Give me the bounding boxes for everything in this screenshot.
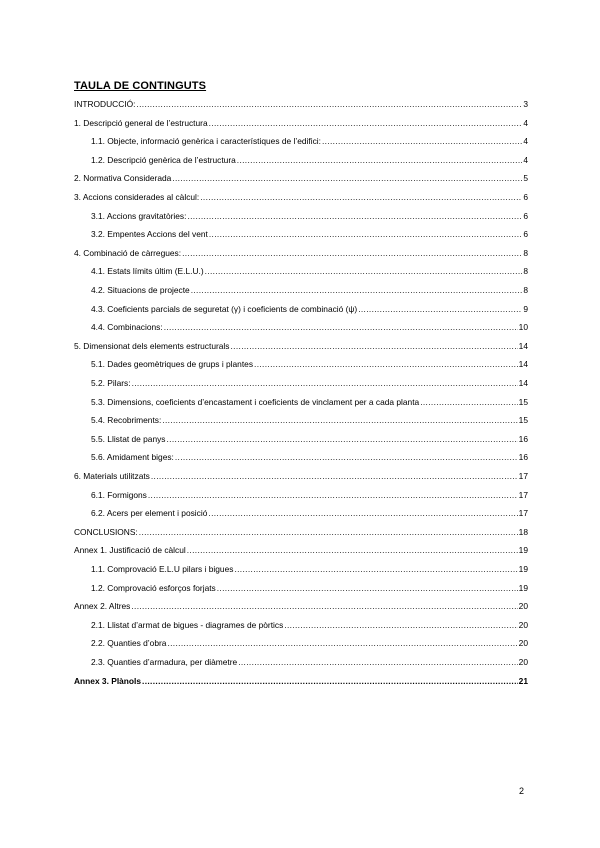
toc-entry-page: 14 <box>518 340 528 351</box>
toc-entry[interactable] <box>74 338 528 352</box>
toc-entry-page: 17 <box>518 489 528 500</box>
toc-entry-page: 19 <box>518 582 528 593</box>
toc-entry-page: 16 <box>518 452 528 463</box>
toc-entry-page: 20 <box>518 638 528 649</box>
toc-entry[interactable] <box>74 524 528 538</box>
toc-entry[interactable] <box>91 412 528 426</box>
toc-entry-text: 2.3. Quanties d’armadura, per diàmetre <box>91 657 238 667</box>
toc-dot-leader <box>191 285 523 296</box>
toc-entry[interactable] <box>91 449 528 463</box>
toc-dot-leader <box>209 229 522 240</box>
toc-dot-leader <box>172 173 522 184</box>
toc-dot-leader <box>208 508 517 519</box>
toc-entry-page: 6 <box>523 229 528 240</box>
toc-entry-page: 19 <box>518 564 528 574</box>
toc-entry[interactable] <box>91 226 528 240</box>
toc-entry-text: 4.1. Estats límits últim (E.L.U.) <box>91 266 204 277</box>
toc-entry-text: 4.4. Combinacions: <box>91 322 163 333</box>
toc-dot-leader <box>254 359 518 370</box>
toc-entry-text: 1.1. Comprovació E.L.U pilars i bigues <box>91 564 234 574</box>
toc-dot-leader <box>217 583 518 594</box>
toc-entry-page: 21 <box>518 675 528 686</box>
toc-entry-page: 8 <box>523 266 528 277</box>
toc-entry-text: 4.3. Coeficients parcials de seguretat (γ) i coeficients de combinació (ψ) <box>91 303 358 314</box>
toc-entry[interactable] <box>91 282 528 296</box>
toc-entry[interactable] <box>74 542 528 556</box>
toc-entry[interactable] <box>91 375 528 389</box>
toc-entry-page: 18 <box>518 526 528 537</box>
toc-entry-text: 5.2. Pilars: <box>91 378 131 388</box>
toc-entry-page: 4 <box>523 154 528 165</box>
toc-entry-page: 6 <box>523 210 528 221</box>
toc-entry-text: 4.2. Situacions de projecte <box>91 285 190 295</box>
toc-entry-page: 14 <box>518 378 528 388</box>
toc-entry[interactable] <box>91 208 528 222</box>
toc-dot-leader <box>205 266 523 277</box>
toc-dot-leader <box>420 397 517 408</box>
toc-entry-text: CONCLUSIONS: <box>74 526 138 537</box>
toc-entry[interactable] <box>74 245 528 259</box>
toc-dot-leader <box>230 341 517 352</box>
toc-entry-text: 5. Dimensionat dels elements estructurals <box>74 340 230 351</box>
toc-dot-leader <box>322 136 522 147</box>
toc-dot-leader <box>139 527 518 538</box>
toc-entry-text: Annex 1. Justificació de càlcul <box>74 545 186 556</box>
toc-entry-text: 6. Materials utilitzats <box>74 471 150 481</box>
toc-entry-text: Annex 3. Plànols <box>74 675 142 686</box>
toc-entry-text: 5.1. Dades geomètriques de grups i plantes <box>91 359 254 370</box>
toc-dot-leader <box>234 564 517 575</box>
toc-dot-leader <box>200 192 522 203</box>
toc-dot-leader <box>131 601 517 612</box>
toc-entry[interactable] <box>91 394 528 408</box>
toc-entry[interactable] <box>91 617 528 631</box>
toc-entry[interactable] <box>74 170 528 184</box>
toc-entry-page: 10 <box>518 322 528 333</box>
toc-title: TAULA DE CONTINGUTS <box>74 80 207 92</box>
toc-entry-page: 9 <box>523 303 528 314</box>
toc-entry-page: 5 <box>523 173 528 184</box>
toc-dot-leader <box>151 471 518 482</box>
toc-entry[interactable] <box>91 133 528 147</box>
toc-dot-leader <box>358 304 522 315</box>
toc-entry-text: 5.4. Recobriments: <box>91 415 162 426</box>
toc-entry-text: 3.1. Accions gravitatòries: <box>91 210 187 221</box>
toc-entry-text: 5.5. Llistat de panys <box>91 433 166 444</box>
toc-entry-text: 6.2. Acers per element i posició <box>91 508 208 519</box>
toc-dot-leader <box>136 99 522 110</box>
toc-entry-page: 4 <box>523 136 528 147</box>
toc-entry[interactable] <box>91 319 528 333</box>
toc-entry[interactable] <box>91 487 528 501</box>
toc-entry-page: 4 <box>523 117 528 128</box>
toc-entry[interactable] <box>91 356 528 370</box>
toc-entry-text: 2. Normativa Considerada <box>74 173 172 184</box>
toc-entry-text: 1.2. Comprovació esforços forjats <box>91 582 216 593</box>
toc-entry-page: 20 <box>518 601 528 612</box>
toc-dot-leader <box>187 211 522 222</box>
toc-entry-page: 14 <box>518 359 528 370</box>
toc-entry-page: 20 <box>518 619 528 630</box>
toc-entry-text: 4. Combinació de càrregues: <box>74 247 182 258</box>
toc-entry-text: 1. Descripció general de l’estructura <box>74 117 208 128</box>
toc-entry-text: Annex 2. Altres <box>74 601 131 612</box>
toc-entry-text: 2.2. Quanties d’obra <box>91 638 167 649</box>
toc-dot-leader <box>142 676 518 687</box>
toc-entry-page: 17 <box>518 471 528 481</box>
toc-entry-text: 2.1. Llistat d’armat de bigues - diagrames de pòrtics <box>91 619 284 630</box>
toc-entry[interactable] <box>74 115 528 129</box>
toc-dot-leader <box>284 620 517 631</box>
toc-dot-leader <box>182 248 522 259</box>
toc-entry[interactable] <box>91 431 528 445</box>
toc-dot-leader <box>162 415 517 426</box>
toc-entry[interactable] <box>74 598 528 612</box>
page-number: 2 <box>519 786 525 796</box>
toc-entry-page: 17 <box>518 508 528 519</box>
toc-dot-leader <box>167 434 518 445</box>
toc-dot-leader <box>148 490 518 501</box>
toc-entry[interactable] <box>91 301 528 315</box>
toc-entry-text: INTRODUCCIÓ: <box>74 99 136 109</box>
toc-entry[interactable] <box>74 189 528 203</box>
toc-dot-leader <box>187 545 518 556</box>
toc-dot-leader <box>238 657 517 668</box>
toc-entry-text: 6.1. Formigons <box>91 489 147 500</box>
toc-entry-page: 3 <box>523 99 528 109</box>
toc-dot-leader <box>164 322 518 333</box>
toc-entry-text: 3. Accions considerades al càlcul: <box>74 192 200 202</box>
toc-dot-leader <box>132 378 518 389</box>
toc-entry-page: 8 <box>523 285 528 295</box>
toc-entry-page: 15 <box>518 415 528 426</box>
toc-entry-page: 15 <box>518 396 528 407</box>
toc-entry[interactable] <box>91 635 528 649</box>
toc-entry[interactable] <box>91 152 528 166</box>
toc-entry[interactable] <box>91 263 528 277</box>
toc-entry-text: 5.3. Dimensions, coeficients d’encastament i coeficients de vinclament per a cada planta <box>91 396 420 407</box>
toc-entry[interactable] <box>74 468 528 482</box>
toc-entry[interactable] <box>74 673 528 687</box>
toc-dot-leader <box>167 638 517 649</box>
toc-entry-page: 16 <box>518 433 528 444</box>
toc-entry[interactable] <box>91 654 528 668</box>
toc-dot-leader <box>237 155 523 166</box>
toc-entry[interactable] <box>91 505 528 519</box>
toc-entry-text: 3.2. Empentes Accions del vent <box>91 229 208 240</box>
toc-entry-page: 20 <box>518 657 528 667</box>
toc-entry-page: 19 <box>518 545 528 556</box>
toc-entry[interactable] <box>91 561 528 575</box>
toc-dot-leader <box>209 118 523 129</box>
toc-entry-text: 1.1. Objecte, informació genèrica i característiques de l’edifici: <box>91 136 321 147</box>
toc-entry-page: 8 <box>523 247 528 258</box>
toc-entry[interactable] <box>91 580 528 594</box>
toc-entry-text: 5.6. Amidament biges: <box>91 452 174 463</box>
toc-dot-leader <box>175 452 518 463</box>
toc-entry-page: 6 <box>523 192 528 202</box>
toc-entry[interactable] <box>74 96 528 110</box>
toc-entry-text: 1.2. Descripció genèrica de l’estructura <box>91 154 236 165</box>
